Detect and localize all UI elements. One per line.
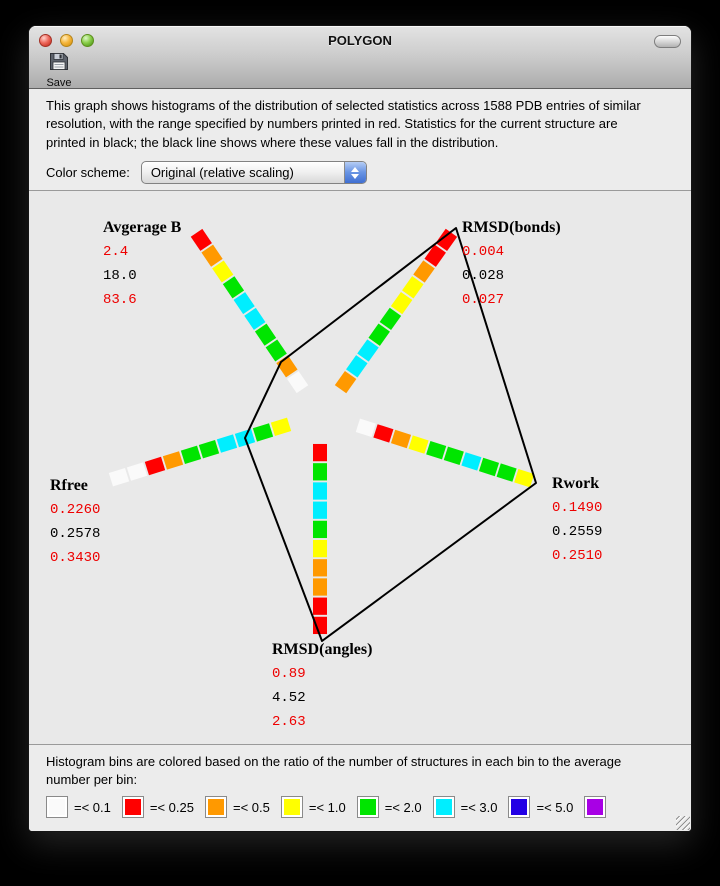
axis-bar-rwork [358,425,532,480]
svg-text:83.6: 83.6 [103,292,137,308]
polygon-window [28,25,692,832]
svg-text:2.4: 2.4 [103,244,129,260]
legend-bin-label: =< 0.5 [232,799,270,815]
svg-text:4.52: 4.52 [272,690,306,706]
window-controls [39,34,94,47]
titlebar[interactable] [29,26,691,55]
axis-bar-rfree [111,424,289,479]
legend-bin-label: =< 5.0 [536,799,574,815]
legend-bin [205,796,270,818]
svg-text:18.0: 18.0 [103,268,137,284]
svg-text:2.63: 2.63 [272,714,306,730]
zoom-button[interactable] [81,34,94,47]
legend-bin [357,796,422,818]
legend-row [46,796,674,818]
axis-labels-rmsd_angles [272,641,372,730]
window-chrome [29,26,691,89]
legend-bin [508,796,573,818]
legend-swatch-red [122,796,144,818]
svg-text:Avgerage B: Avgerage B [103,219,182,236]
legend-bin [433,796,498,818]
svg-text:0.2510: 0.2510 [552,548,603,564]
minimize-button[interactable] [60,34,73,47]
legend-bin [584,796,606,818]
legend-swatch-orange [205,796,227,818]
legend-swatch-cyan [433,796,455,818]
legend-swatch-yellow [281,796,303,818]
svg-text:0.2578: 0.2578 [50,526,101,542]
svg-text:0.027: 0.027 [462,292,505,308]
svg-text:Rfree: Rfree [50,477,88,494]
color-scheme-row [46,161,674,184]
close-button[interactable] [39,34,52,47]
description-text: This graph shows histograms of the distribution of selected statistics across 1588 PDB entries of similar resolution, with the range specified by numbers printed in red. Statistics for the current structure are printed in black; the black line shows where these values fall in the distribution. [46,98,641,150]
save-button-label: Save [46,77,72,89]
svg-text:Rwork: Rwork [552,475,600,492]
description-panel [29,89,691,190]
save-button[interactable] [42,51,76,89]
legend-bin-label: =< 2.0 [384,799,422,815]
svg-text:RMSD(angles): RMSD(angles) [272,641,373,658]
legend-swatch-green [357,796,379,818]
axis-bar-average_b [197,233,303,389]
legend-swatch-white [46,796,68,818]
polygon-chart [29,191,691,744]
color-scheme-select[interactable] [141,161,367,184]
window-title: POLYGON [328,33,392,48]
legend-panel [29,745,691,831]
svg-text:0.2260: 0.2260 [50,502,101,518]
legend-swatch-purple [584,796,606,818]
axis-labels-rmsd_bonds [462,219,561,308]
svg-text:0.2559: 0.2559 [552,524,603,540]
color-scheme-selected-value: Original (relative scaling) [150,165,294,181]
svg-text:0.004: 0.004 [462,244,505,260]
legend-swatch-blue [508,796,530,818]
toolbar-toggle-pill-button[interactable] [654,35,681,48]
plot-area [29,191,691,744]
axis-bar-rmsd_bonds [341,233,452,389]
color-scheme-label: Color scheme: [46,165,130,181]
svg-text:0.1490: 0.1490 [552,500,603,516]
axis-labels-rwork [552,475,602,564]
axis-labels-average_b [103,219,182,308]
legend-bin-label: =< 0.1 [74,799,111,815]
axis-labels-rfree [50,477,100,566]
legend-note: Histogram bins are colored based on the ratio of the number of structures in each bin to the average number per bin: [46,754,622,788]
legend-bin-label: =< 3.0 [460,799,498,815]
legend-bin-label: =< 1.0 [308,799,346,815]
resize-grip[interactable] [676,816,690,830]
svg-text:0.3430: 0.3430 [50,550,101,566]
legend-bin [122,796,194,818]
svg-text:RMSD(bonds): RMSD(bonds) [462,219,561,236]
svg-text:0.028: 0.028 [462,268,505,284]
legend-bin [46,796,111,818]
legend-bin [281,796,346,818]
svg-text:0.89: 0.89 [272,666,306,682]
popup-arrows-icon [344,162,366,183]
legend-bin-label: =< 0.25 [149,799,194,815]
toolbar [29,55,691,88]
